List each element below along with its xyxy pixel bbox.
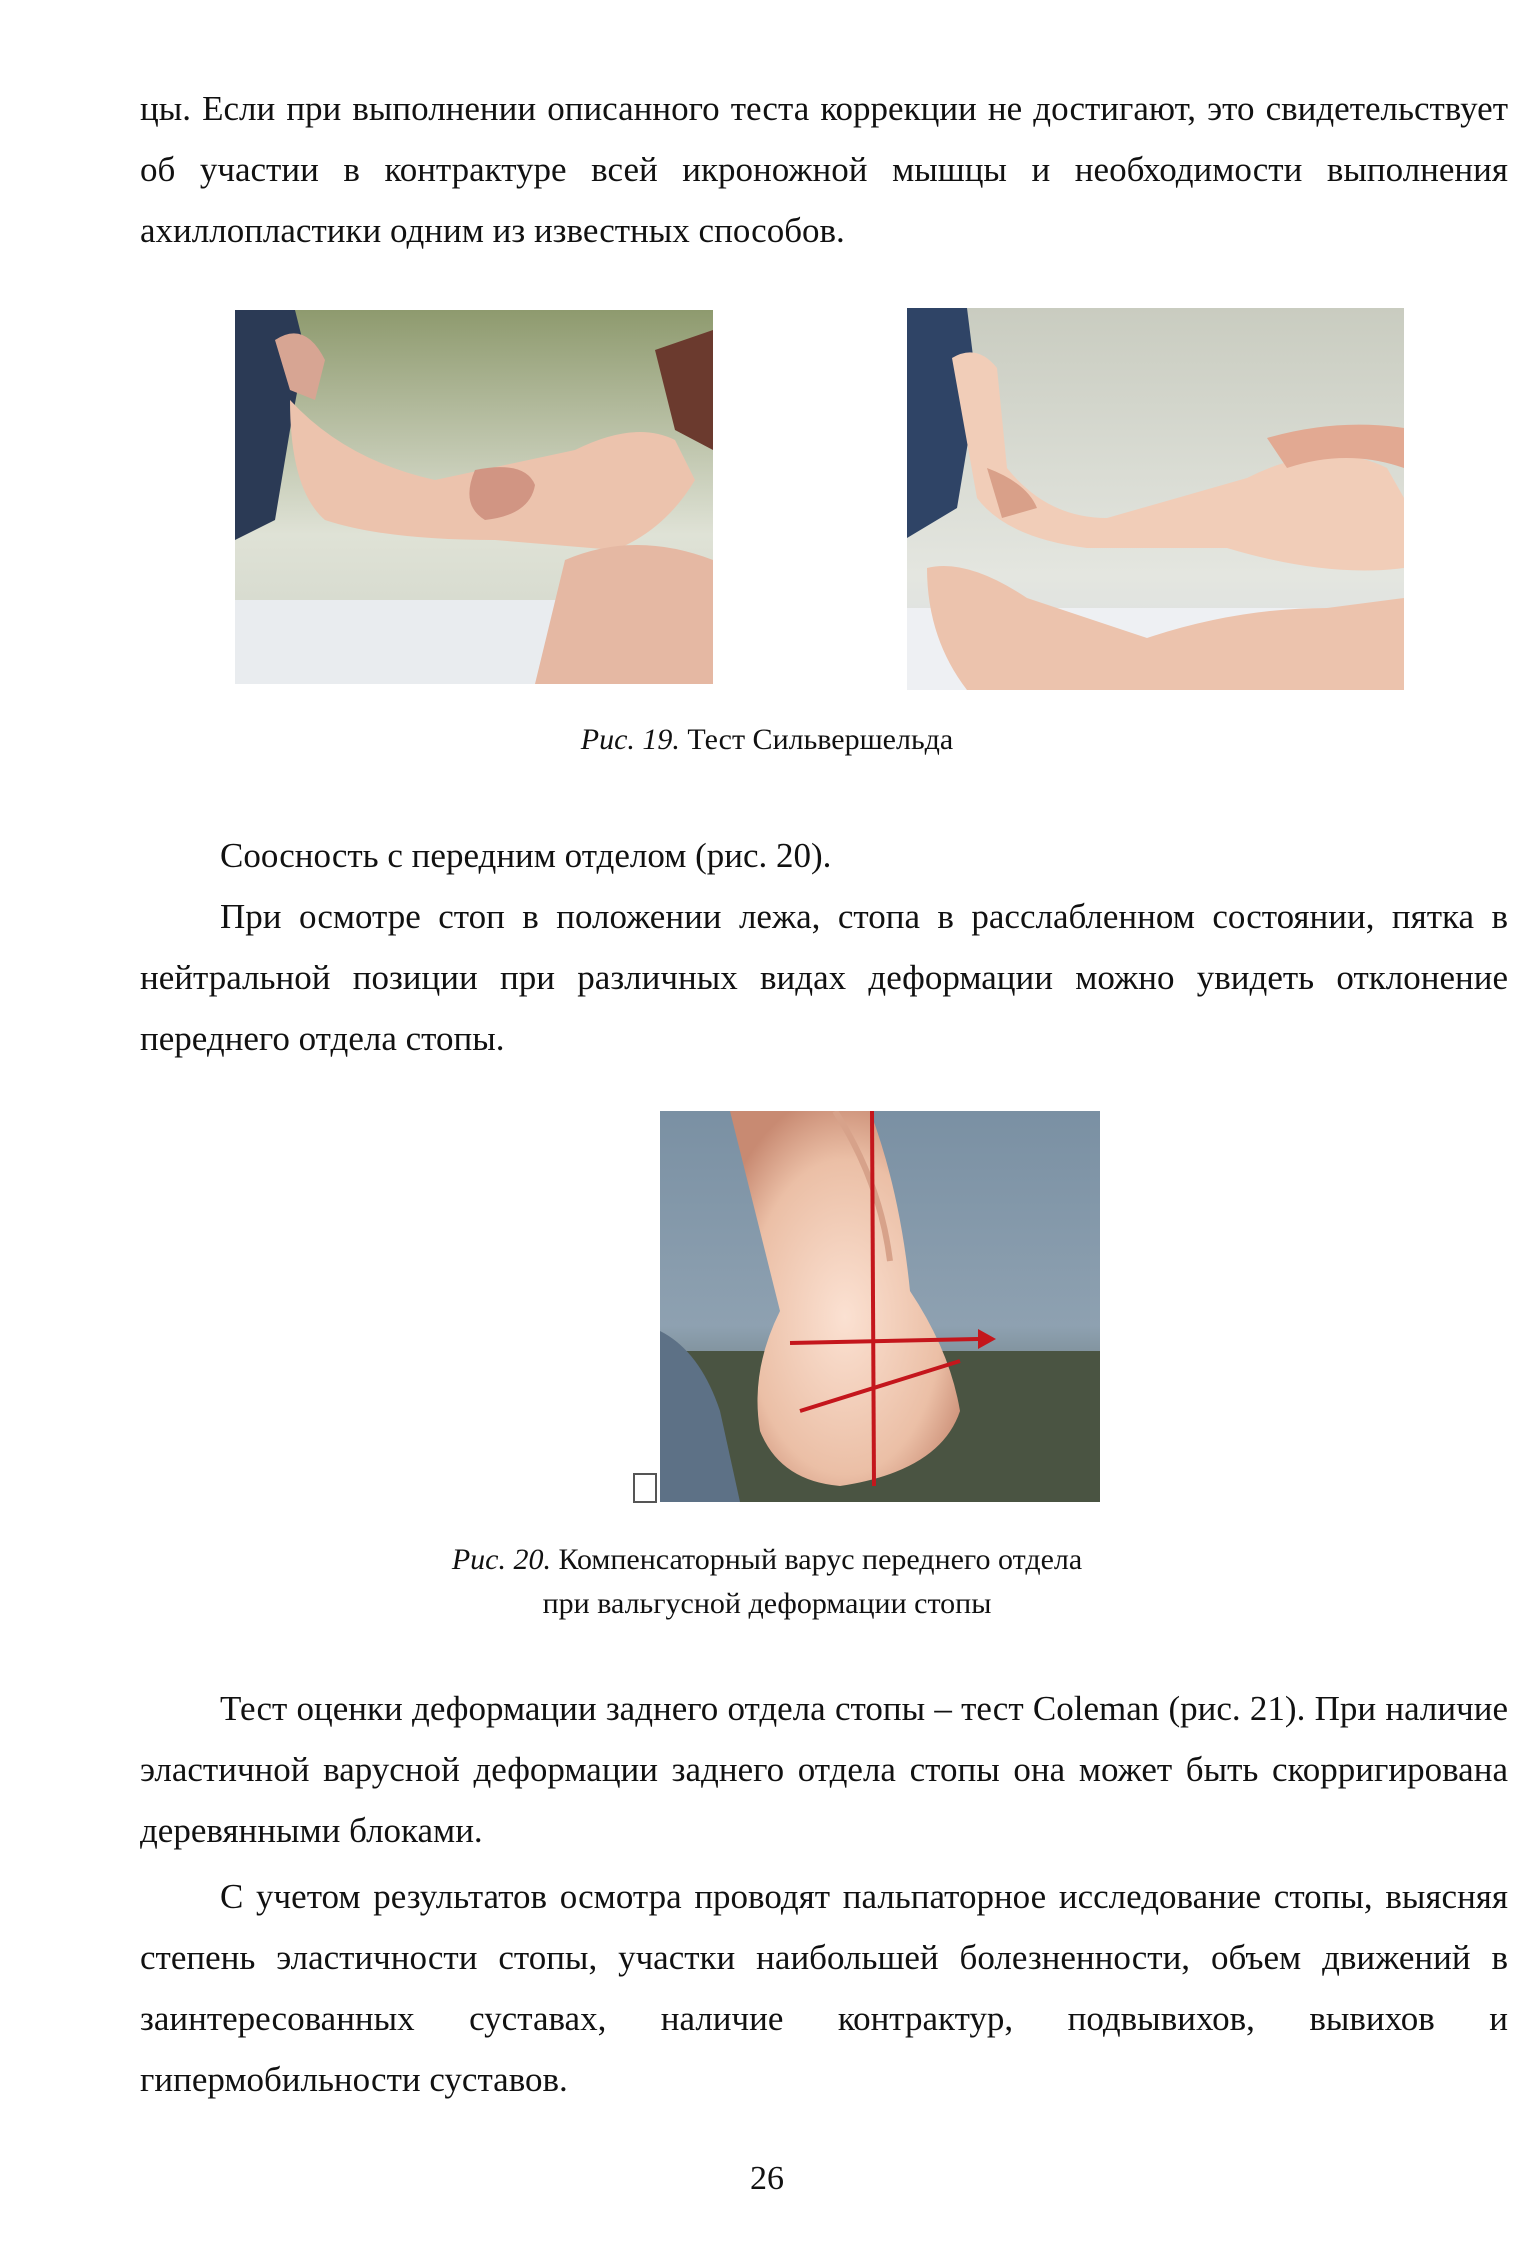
figure-20-caption-line1: Компенсаторный варус переднего отдела bbox=[558, 1543, 1083, 1576]
figure-20-caption-line2: при вальгусной деформации стопы bbox=[542, 1587, 992, 1620]
figure-20-photo bbox=[660, 1111, 1100, 1502]
paragraph-continuation: цы. Если при выполнении описанного теста коррекции не достигают, это свидетельствует об участии в контрактуре всей икроножной мышцы и необходимости выполнения ахиллопластики одним из известных способов. bbox=[140, 89, 1508, 250]
paragraph-forefoot-deviation: При осмотре стоп в положении лежа, стопа в расслабленном состоянии, пятка в нейтральной позиции при различных видах деформации можно увидеть отклонение переднего отдела стопы. bbox=[140, 897, 1508, 1058]
figure-19-photo-right bbox=[907, 308, 1404, 690]
paragraph-palpation: С учетом результатов осмотра проводят пальпаторное исследование стопы, выясняя степень эластичности стопы, участки наибольшей болезненности, объем движений в заинтересованных суставах, наличие контрактур, подвывихов, вывихов и гипермобильности суставов. bbox=[140, 1877, 1508, 2099]
paragraph-alignment: Соосность с передним отделом (рис. 20). bbox=[220, 836, 832, 875]
figure-19-photo-left bbox=[235, 310, 713, 684]
figure-19-caption bbox=[0, 718, 1534, 762]
figure-20-marker-box bbox=[633, 1473, 657, 1503]
page-number: 26 bbox=[750, 2160, 784, 2197]
paragraph-coleman-test: Тест оценки деформации заднего отдела стопы – тест Coleman (рис. 21). При наличие эластичной варусной деформации заднего отдела стопы она может быть скорригирована деревянными блоками. bbox=[140, 1689, 1508, 1850]
figure-19-caption-text: Тест Сильвершельда bbox=[687, 723, 954, 756]
figure-19-label: Рис. 19. bbox=[580, 723, 680, 756]
figure-20-caption bbox=[0, 1538, 1534, 1626]
figure-20-label: Рис. 20. bbox=[451, 1543, 551, 1576]
